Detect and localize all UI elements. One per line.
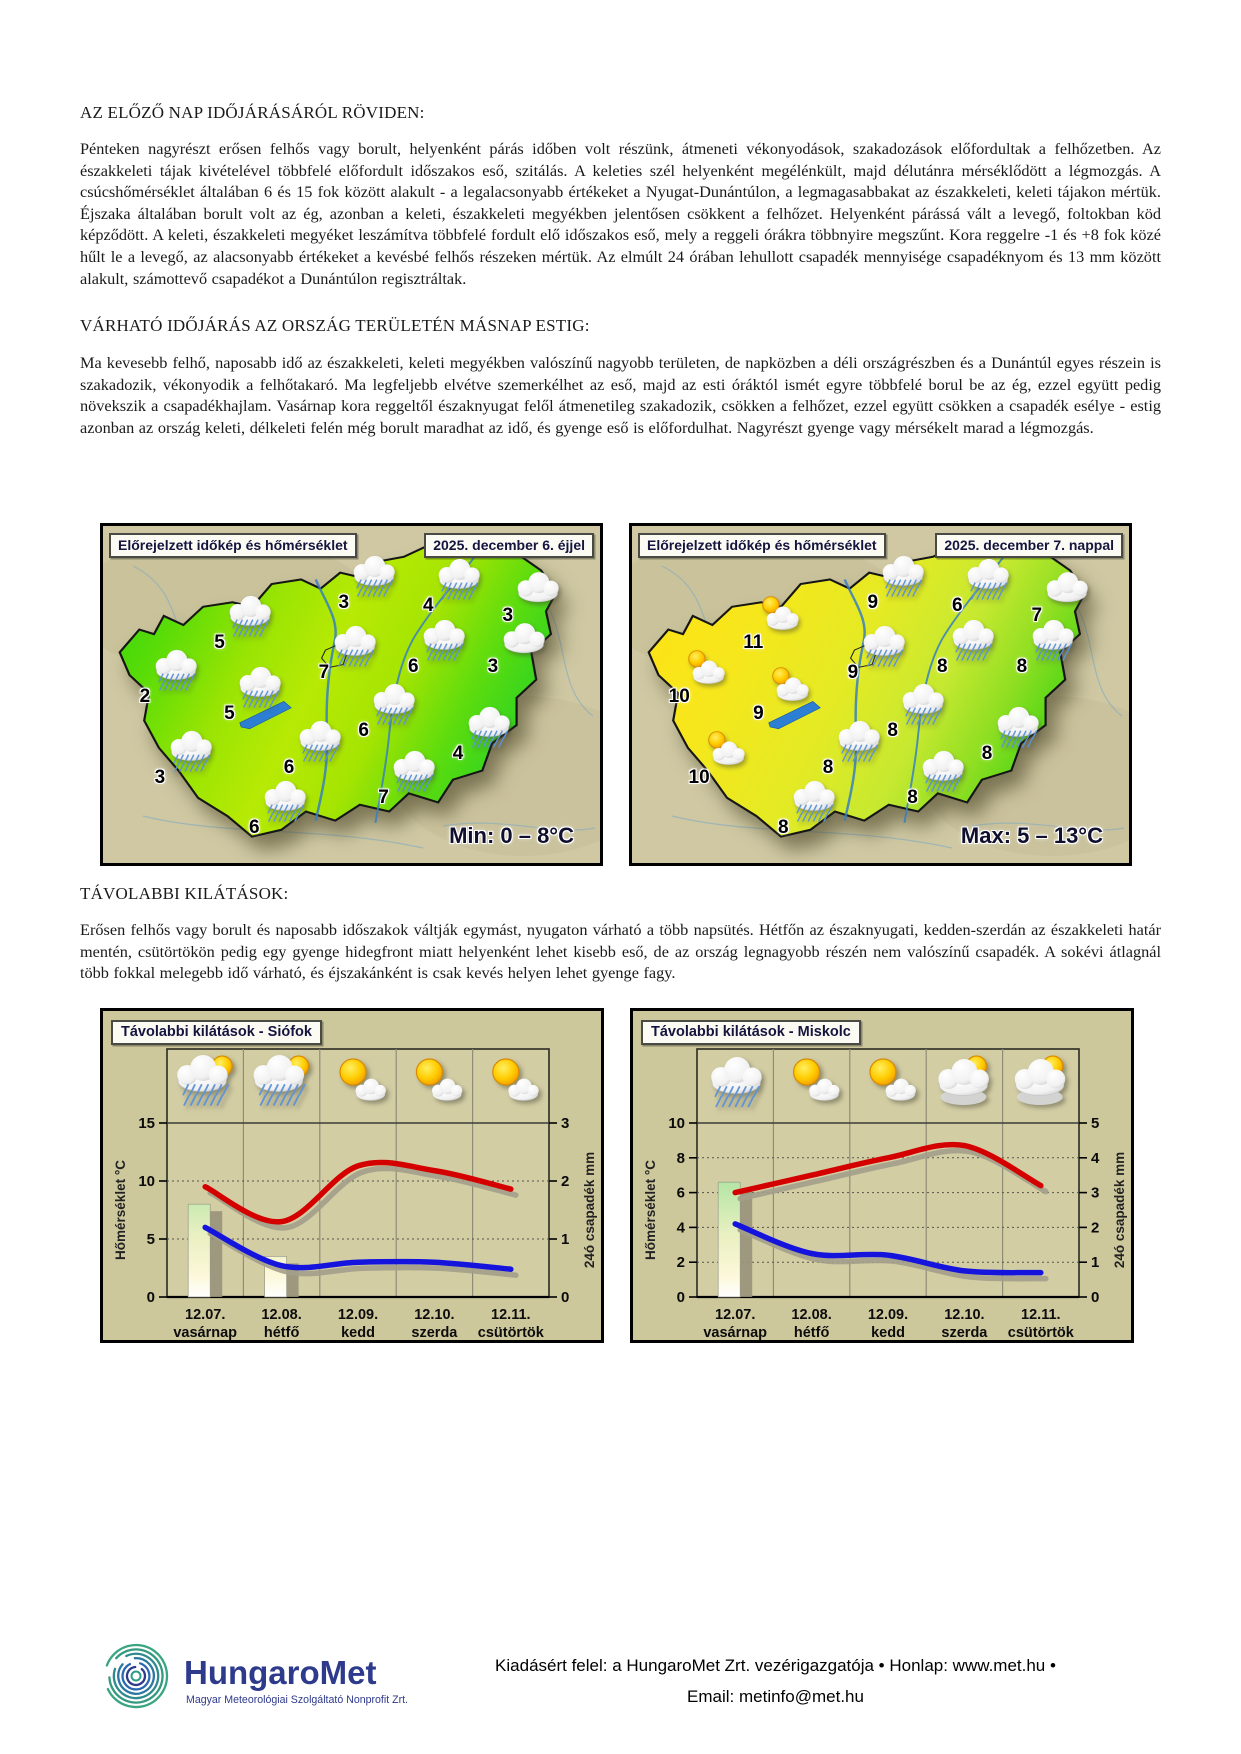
svg-text:vasárnap: vasárnap	[173, 1325, 238, 1340]
station-temperature: 5	[224, 702, 235, 724]
rain-cloud-icon	[897, 682, 949, 728]
rain-cloud-icon	[433, 557, 485, 603]
map-range-label: Min: 0 – 8°C	[449, 823, 574, 848]
svg-text:csütörtök: csütörtök	[1007, 1325, 1074, 1340]
station-temperature: 9	[867, 591, 879, 613]
rain-cloud-icon	[418, 618, 470, 664]
chart-title-label: Távolabbi kilátások - Siófok	[111, 1020, 322, 1045]
svg-text:12.08.: 12.08.	[261, 1307, 302, 1323]
svg-text:12.09.: 12.09.	[867, 1307, 909, 1323]
svg-text:8: 8	[676, 1149, 685, 1167]
station-temperature: 8	[822, 756, 834, 778]
rain-cloud-icon	[224, 594, 276, 640]
svg-text:3: 3	[1091, 1184, 1100, 1202]
svg-text:12.11.: 12.11.	[491, 1307, 531, 1323]
station-temperature: 5	[214, 631, 225, 653]
station-temperature: 11	[743, 631, 764, 653]
rain-cloud-icon	[388, 749, 440, 795]
forecast-map-night	[100, 523, 603, 866]
rain-cloud-icon	[962, 557, 1014, 603]
svg-text:10: 10	[138, 1173, 155, 1190]
svg-text:vasárnap: vasárnap	[703, 1325, 768, 1340]
rain-cloud-icon	[259, 779, 311, 825]
svg-text:12.10.: 12.10.	[944, 1307, 985, 1323]
svg-text:6: 6	[676, 1184, 685, 1202]
rain-cloud-icon	[234, 665, 286, 711]
rain-cloud-icon	[833, 719, 885, 765]
heading-outlook: TÁVOLABBI KILÁTÁSOK:	[80, 884, 289, 903]
svg-text:2: 2	[561, 1173, 570, 1190]
svg-text:24ó csapadék mm: 24ó csapadék mm	[1112, 1151, 1127, 1269]
cloud-icon	[498, 618, 550, 664]
station-temperature: 8	[907, 786, 918, 808]
rain-cloud-icon	[877, 554, 929, 600]
forecast-plot	[103, 1011, 601, 1340]
station-temperature: 9	[753, 702, 764, 724]
sun-cloud-icon	[763, 665, 815, 711]
svg-text:12.09.: 12.09.	[337, 1307, 379, 1323]
rain-cloud-icon	[788, 779, 840, 825]
forecast-plot	[633, 1011, 1131, 1340]
footer-line-email: Email: metinfo@met.hu	[687, 1687, 864, 1706]
svg-text:csütörtök: csütörtök	[477, 1325, 544, 1340]
svg-text:12.07.: 12.07.	[715, 1307, 756, 1323]
station-temperature: 10	[668, 685, 690, 707]
svg-text:Hőmérséklet °C: Hőmérséklet °C	[643, 1160, 658, 1260]
logo-subtitle: Magyar Meteorológiai Szolgáltató Nonprofit Zrt.	[186, 1694, 408, 1706]
station-temperature: 8	[981, 743, 993, 765]
svg-text:hétfő: hétfő	[263, 1325, 300, 1340]
heading-previous-day: AZ ELŐZŐ NAP IDŐJÁRÁSÁRÓL RÖVIDEN:	[80, 103, 425, 122]
station-temperature: 7	[318, 662, 330, 684]
hungaromet-logo-graphic	[96, 1634, 426, 1716]
footer-line-publisher: Kiadásért felel: a HungaroMet Zrt. vezérigazgatója • Honlap: www.met.hu •	[495, 1656, 1056, 1675]
svg-text:0: 0	[146, 1289, 155, 1306]
heading-forecast: VÁRHATÓ IDŐJÁRÁS AZ ORSZÁG TERÜLETÉN MÁSNAP ESTIG:	[80, 316, 590, 335]
svg-text:4: 4	[1091, 1149, 1100, 1167]
station-temperature: 10	[688, 766, 710, 788]
station-temperature: 2	[139, 685, 151, 707]
station-temperature: 6	[951, 594, 963, 616]
rain-cloud-icon	[947, 618, 999, 664]
svg-text:0: 0	[676, 1289, 685, 1306]
station-temperature: 9	[847, 662, 859, 684]
svg-text:1: 1	[1091, 1254, 1100, 1272]
station-temperature: 6	[408, 655, 419, 677]
svg-text:hétfő: hétfő	[793, 1325, 830, 1340]
rain-cloud-icon	[463, 705, 515, 751]
svg-text:0: 0	[561, 1289, 570, 1306]
station-temperature: 8	[1016, 655, 1028, 677]
station-temperature: 3	[502, 604, 514, 626]
svg-text:5: 5	[146, 1231, 155, 1248]
station-temperature: 6	[249, 817, 260, 839]
rain-cloud-icon	[992, 705, 1044, 751]
cloud-icon	[1041, 567, 1093, 613]
svg-text:12.07.: 12.07.	[185, 1307, 226, 1323]
rain-cloud-icon	[294, 719, 346, 765]
previous-day-summary: Pénteken nagyrészt erősen felhős vagy borult, helyenként párás időben volt részünk, átmeneti vékonyodások, szakadozások előfordultak a felhőzetben. Az északkeleti tájak kivételével többfelé előfordult időszakos eső, szitálás. A keleties szél helyenként megélénkült, majd délutánra mérséklődött a légmozgás. A csúcshőmérséklet általában 6 és 15 fok között alakult - a legalacsonyabb értékeket a Nyugat-Dunántúlon, a legmagasabbakat az északkeleti, keleti tájakon mértük. Éjszaka általában borult volt az ég, azonban a keleti, északkeleti megyékben jelentősen csökkent a felhőzet. Helyenként párássá vált a levegő, foltokban köd képződött. A keleti, északkeleti megyéket leszámítva többfelé fordult elő időszakos eső, mely a reggeli órákra többnyire megszűnt. Kora reggelre -1 és +8 fok közé hűlt le a levegő, az alacsonyabb értékeket a kevésbé felhős részeken mértük. Az elmúlt 24 órában lehullott csapadék mennyisége csapadéknyom és 13 mm között alakult, számottevő csapadékot a Dunántúlon regisztráltak.	[80, 139, 1161, 288]
map-date-label: 2025. december 7. nappal	[935, 533, 1123, 558]
forecast-summary: Ma kevesebb felhő, naposabb idő az északkeleti, keleti megyékben valószínű nagyobb területen, de napközben a déli országrészben és a Dunántúl egyes részein is szakadozik, vékonyodik a felhőtakaró. Ma legfeljebb elvétve szemerkélhet az eső, majd az esti óráktól ismét egyre többfelé borul be az ég, ezzel együtt pedig növekszik a csapadékhajlam. Vasárnap kora reggeltől északnyugat felől átmenetileg szakadozik, csökken a felhőzet, ezzel együtt csökken a csapadék esélye - estig azonban az ország keleti, délkeleti felén még borult maradhat az idő, és gyenge eső is előfordulhat. Nagyrészt gyenge vagy mérsékelt marad a légmozgás.	[80, 353, 1161, 437]
station-temperature: 6	[358, 719, 369, 741]
station-temperature: 3	[487, 655, 499, 677]
rain-cloud-icon	[368, 682, 420, 728]
station-temperature: 3	[338, 591, 350, 613]
svg-text:4: 4	[676, 1219, 685, 1237]
logo-spiral-icon	[107, 1645, 167, 1707]
logo-wordmark: HungaroMet	[184, 1654, 377, 1691]
rain-cloud-icon	[1027, 618, 1079, 664]
svg-text:5: 5	[1091, 1115, 1100, 1132]
station-temperature: 8	[887, 719, 898, 741]
rain-cloud-icon	[329, 624, 381, 670]
svg-text:12.08.: 12.08.	[791, 1307, 832, 1323]
cloud-icon	[512, 567, 564, 613]
outlook-chart-miskolc	[630, 1008, 1134, 1343]
station-temperature: 3	[154, 766, 166, 788]
map-title-label: Előrejelzett időkép és hőmérséklet	[638, 533, 886, 558]
rain-cloud-icon	[858, 624, 910, 670]
svg-text:15: 15	[138, 1115, 155, 1132]
station-temperature: 8	[937, 655, 948, 677]
svg-text:24ó csapadék mm: 24ó csapadék mm	[582, 1151, 597, 1269]
hungaromet-logo	[96, 1634, 426, 1721]
footer-imprint	[400, 1650, 1151, 1712]
chart-title-label: Távolabbi kilátások - Miskolc	[641, 1020, 861, 1045]
svg-text:3: 3	[561, 1115, 570, 1132]
map-date-label: 2025. december 6. éjjel	[424, 533, 594, 558]
svg-text:kedd: kedd	[871, 1325, 905, 1340]
svg-text:1: 1	[561, 1231, 570, 1248]
svg-text:12.11.: 12.11.	[1021, 1307, 1061, 1323]
rain-cloud-icon	[165, 729, 217, 775]
map-range-label: Max: 5 – 13°C	[960, 823, 1103, 848]
station-temperature: 4	[422, 594, 434, 616]
station-temperature: 6	[283, 756, 295, 778]
station-temperature: 8	[778, 817, 789, 839]
rain-cloud-icon	[348, 554, 400, 600]
svg-text:10: 10	[668, 1115, 685, 1132]
svg-text:12.10.: 12.10.	[414, 1307, 455, 1323]
station-temperature: 7	[378, 786, 389, 808]
forecast-map-day	[629, 523, 1132, 866]
station-temperature: 4	[452, 743, 464, 765]
svg-text:szerda: szerda	[941, 1325, 988, 1340]
svg-text:2: 2	[676, 1254, 685, 1272]
station-temperature: 7	[1031, 604, 1043, 626]
outlook-chart-siofok	[100, 1008, 604, 1343]
forecast-maps-row	[100, 523, 1132, 866]
outlook-summary: Erősen felhős vagy borult és naposabb időszakok váltják egymást, nyugaton várható a több napsütés. Hétfőn az északnyugati, kedden-szerdán az északkeleti határ mentén, csütörtökön pedig egy gyenge hidegfront miatt helyenként lehet kisebb eső, de az ország legnagyobb részén nem valószínű csapadék. A sokévi átlagnál több fokkal melegebb idő várható, és éjszakánként is csak kevés helyen lehet gyenge fagy.	[80, 920, 1161, 983]
svg-text:Hőmérséklet °C: Hőmérséklet °C	[113, 1160, 128, 1260]
svg-text:2: 2	[1091, 1219, 1100, 1237]
svg-text:0: 0	[1091, 1289, 1100, 1306]
svg-text:szerda: szerda	[411, 1325, 458, 1340]
rain-cloud-icon	[150, 648, 202, 694]
svg-text:kedd: kedd	[341, 1325, 375, 1340]
outlook-charts-row	[100, 1008, 1134, 1343]
rain-cloud-icon	[917, 749, 969, 795]
map-title-label: Előrejelzett időkép és hőmérséklet	[109, 533, 357, 558]
